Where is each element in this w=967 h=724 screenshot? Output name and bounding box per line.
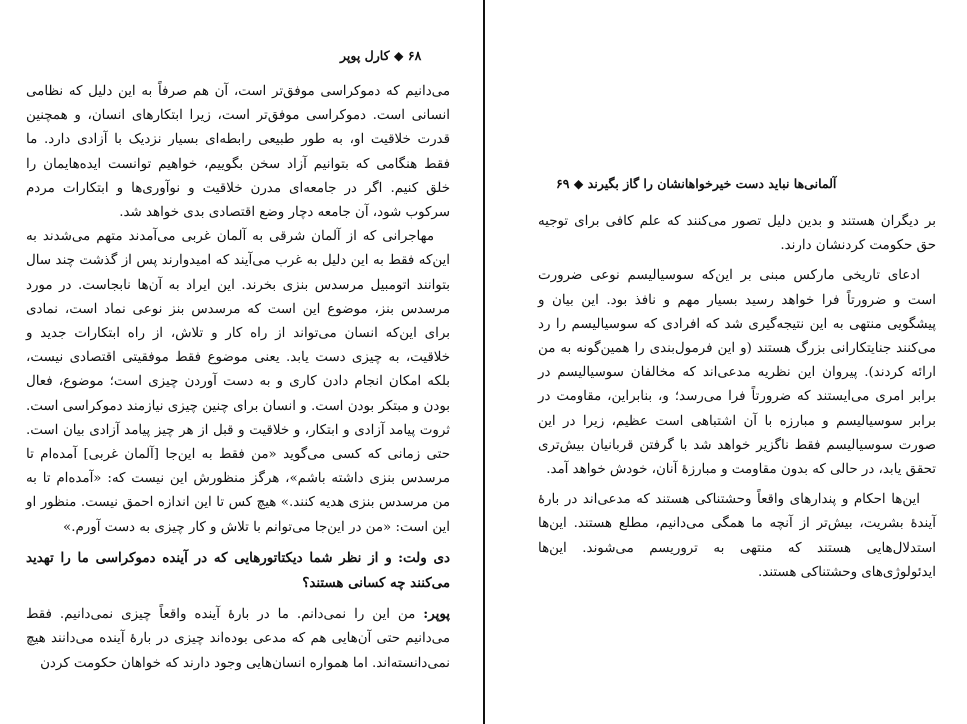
page-number: ۶۹ (556, 176, 570, 191)
speaker-label: پوپر: (423, 606, 450, 623)
paragraph: مهاجرانی که از آلمان شرقی به آلمان غربی می‌آمدند متهم می‌شدند به این‌که فقط به این دلیل به غرب می‌آیند که امیدوارند پس از گذشت چند سال بتوانند اتومبیل مرسدس بنزی بخرند. این ایراد به آن‌ها نابجاست. در مورد مرسدس بنز، موضوع این است که مرسدس بنز نوعی نماد است، نمادی برای این‌که انسان می‌تواند از راه کار و تلاش، از راه ابتکارات جدید و خلاقیت، به چیزی دست یابد. یعنی موضوع فقط موفقیتی اقتصادی نیست، بلکه امکان انجام دادن کاری و به دست آوردن چیزی است؛ موضوع، فعال بودن و مبتکر بودن است. و انسان برای چنین چیزی نیازمند دموکراسی است. ثروت پیامد آزادی و ابتکار، و خلاقیت و قبل از هر چیز پیامد آزادی بیان است. حتی زمانی که کسی می‌گوید «من فقط به این‌جا [آلمان غربی] آمده‌ام تا مرسدس بنزی داشته باشم»، هرگز منظورش این نیست که: «آمده‌ام تا به من مرسدس بنزی هدیه کنند.» هیچ کس تا این اندازه احمق نیست. منظور او این است: «من در این‌جا می‌توانم با تلاش و کار چیزی به دست آورم.» (26, 229, 450, 535)
interview-answer (26, 602, 450, 676)
paragraph: می‌دانیم که دموکراسی موفق‌تر است، آن هم صرفاً به این دلیل که نظامی انسانی است. دموکراسی موفق‌تر است، زیرا ابتکارهای انسان، و همچنین قدرت خلاقیت او، به طور طبیعی رابطه‌ای بسیار نزدیک با آزادی دارد. ما فقط هنگامی که بتوانیم آزاد سخن بگوییم، خواهیم توانست ایده‌هایمان را خلق کنیم. اگر در جامعه‌ای مدرن خلاقیت و نوآوری‌ها و ابتکارات مردم سرکوب شود، آن جامعه دچار وضع اقتصادی بدی خواهد شد. (26, 84, 450, 221)
paragraph: ادعای تاریخی مارکس مبنی بر این‌که سوسیالیسم نوعی ضرورت است و ضرورتاً فرا خواهد رسید بسیار مهم و نافذ بود. این بیان و پیشگویی منتهی به این نتیجه‌گیری شد که افرادی که سوسیالیسم را رد می‌کنند جنایتکارانی بزرگ هستند (و این فرمول‌بندی را همین‌گونه به من ارائه کردند). پیروان این نظریه مدعی‌اند که مخالفان سوسیالیسم در برابر امری می‌ایستند که ضرورتاً فرا می‌رسد؛ و، بنابراین، مقاومت در برابر سوسیالیسم و مبارزه با آن اشتباهی است عظیم، زیرا در این صورت سوسیالیسم فقط ناگزیر خواهد شد با گرفتن قربانیان بیش‌تری تحقق یابد، در حالی که بدون مقاومت و مبارزهٔ آنان، خودش خواهد آمد. (538, 268, 936, 478)
answer-text: من این را نمی‌دانم. ما در بارهٔ آینده واقعاً چیزی نمی‌دانیم. فقط می‌دانیم حتی آن‌هایی هم که مدعی بوده‌اند چیزی در بارهٔ آینده می‌دانند هیچ نمی‌دانسته‌اند. اما همواره انسان‌هایی وجود دارند که خواهان حکومت کردن (26, 607, 450, 671)
header-separator: ◆ (393, 48, 404, 63)
running-title: آلمانی‌ها نباید دست خیرخواهانشان را گاز بگیرند (587, 176, 837, 191)
right-page-header (556, 176, 946, 191)
paragraph: این‌ها احکام و پندارهای واقعاً وحشتناکی هستند که مدعی‌اند در بارهٔ آیندهٔ بشریت، بیش‌تر از آنچه ما همگی می‌دانیم، مطلع هستند. این‌ها استدلال‌هایی هستند که منتهی به تروریسم می‌شوند. این‌ها ایدئولوژی‌های وحشتناکی هستند. (538, 492, 936, 580)
left-page (0, 0, 482, 724)
left-page-body (26, 80, 450, 676)
right-page-body (538, 210, 936, 585)
page-number: ۶۸ (407, 48, 422, 63)
paragraph: بر دیگران هستند و بدین دلیل تصور می‌کنند که علم کافی برای توجیه حق حکومت کردنشان دارند. (538, 214, 936, 254)
question-text: و از نظر شما دیکتاتورهایی که در آینده دموکراسی ما را تهدید می‌کنند چه کسانی هستند؟ (26, 549, 450, 592)
speaker-label: دی ولت: (398, 549, 450, 566)
header-separator: ◆ (573, 176, 584, 191)
right-page (486, 0, 967, 724)
page-gutter (483, 0, 485, 724)
running-title: کارل پوپر (340, 48, 390, 63)
interview-question (26, 546, 450, 596)
left-page-header (340, 48, 450, 63)
